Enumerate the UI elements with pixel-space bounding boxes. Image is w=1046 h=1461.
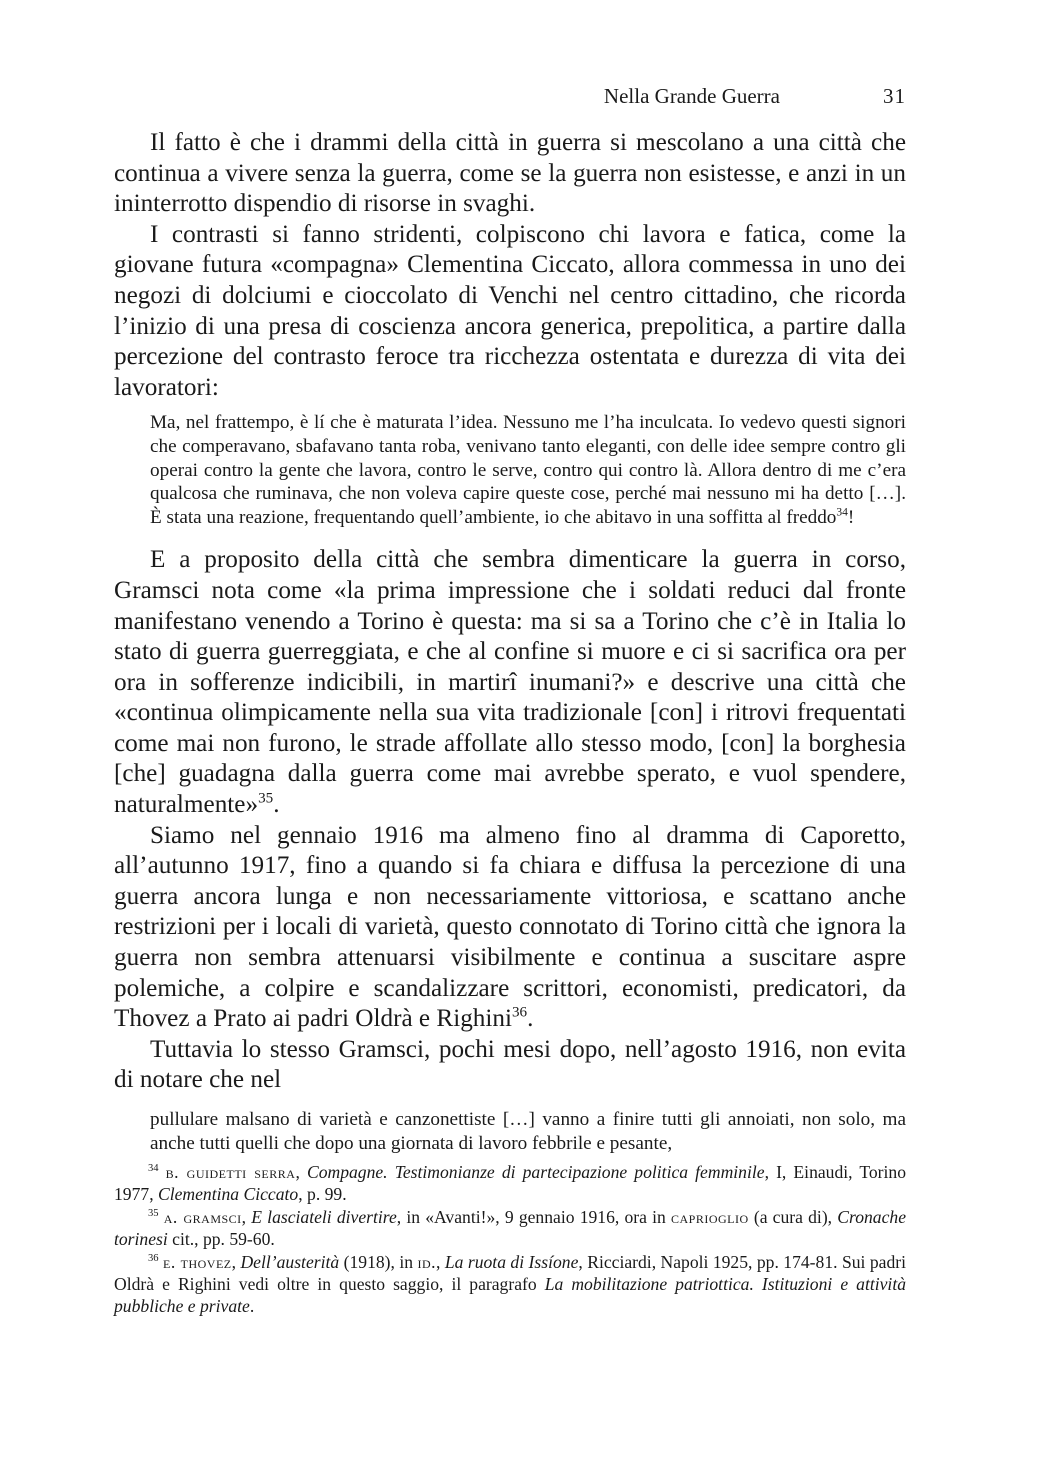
footnote-number: 36 bbox=[148, 1253, 159, 1265]
footnote-author: b. guidetti serra bbox=[165, 1162, 296, 1182]
paragraph-2: I contrasti si fanno stridenti, colpiscono chi lavora e fatica, come la giovane futura «compagna» Clementina Ciccato, allora commessa in uno dei negozi di dolciumi e cioccolato di Venchi nel centro cittadino, che ricorda l’inizio di una presa di coscienza ancora generica, prepolitica, a partire dalla percezione del contrasto feroce tra ricchezza ostentata e durezza di vita dei lavoratori: bbox=[114, 220, 906, 401]
footnote-text: , bbox=[295, 1162, 307, 1182]
footnotes bbox=[114, 1162, 906, 1319]
footnote-text: , bbox=[231, 1252, 241, 1273]
footnote-author: a. gramsci bbox=[163, 1207, 242, 1228]
footnote-title: La mobilitazione patriottica. Istituzioni e attività pubbliche e private bbox=[114, 1273, 907, 1316]
footnote-text: , bbox=[241, 1207, 252, 1228]
paragraph-3-text: E a proposito della città che sembra dimenticare la guerra in corso, Gramsci nota come «la prima impressione che i soldati reduci dal fronte manifestano venendo a Torino è questa: ma si sa a Torino che c’è in Italia lo stato di guerra guerreggiata, e che al confine si muore e ci si sacrifica ora per ora in sofferenze indicibili, in martirî inumani?» e descrive una città che «continua olimpicamente nella sua vita tradizionale [con] i ritrovi frequentati come mai non furono, le strade affollate allo stesso modo, [con] la borghesia [che] guadagna dalla guerra come mai avrebbe sperato, e vuol spendere, naturalmente» bbox=[114, 546, 906, 819]
running-title: Nella Grande Guerra bbox=[603, 84, 780, 108]
footnote-36 bbox=[114, 1252, 906, 1317]
paragraph-1: Il fatto è che i drammi della città in guerra si mescolano a una città che continua a vivere senza la guerra, come se la guerra non esistesse, e anzi in un ininterrotto dispendio di risorse in svaghi. bbox=[114, 129, 906, 218]
footnote-title: Dell’austerità bbox=[240, 1252, 340, 1273]
paragraph-5: Tuttavia lo stesso Gramsci, pochi mesi dopo, nell’agosto 1916, non evita di notare che nel bbox=[114, 1035, 906, 1094]
footnote-text: , p. 99. bbox=[298, 1183, 347, 1204]
paragraph-3-end: . bbox=[273, 791, 280, 819]
page-number: 31 bbox=[883, 84, 906, 108]
block-quote-end: ! bbox=[847, 506, 855, 528]
running-head bbox=[114, 84, 906, 114]
footnote-title: Cronache torinesi bbox=[114, 1207, 906, 1249]
footnote-34 bbox=[114, 1162, 906, 1205]
footnote-ref-36[interactable]: 36 bbox=[511, 1004, 528, 1021]
paragraph-4-end: . bbox=[527, 1005, 534, 1033]
footnote-text: , in «Avanti!», 9 gennaio 1916, ora in bbox=[396, 1207, 671, 1228]
footnote-35 bbox=[114, 1207, 906, 1250]
footnote-number: 34 bbox=[148, 1163, 159, 1175]
footnote-text: , bbox=[436, 1252, 445, 1273]
block-quote-ciccato bbox=[150, 411, 906, 529]
footnote-text: , I, Einaudi, Torino 1977, bbox=[114, 1162, 907, 1204]
footnote-ref-35[interactable]: 35 bbox=[258, 790, 274, 807]
footnote-title: E lasciateli divertire bbox=[251, 1207, 397, 1228]
block-quote-text: Ma, nel frattempo, è lí che è maturata l’idea. Nessuno me l’ha inculcata. Io vedevo questi signori che comperavano, sbafavano tanta roba, venivano tanto eleganti, con delle idee sempre contro gli operai contro la gente che lavora, contro le serve, contro qui contro là. Allora dentro di me c’era qualcosa che ruminava, che non voleva capire queste cose, perché mai nessuno mi ha detto […]. È stata una reazione, frequentando quell’ambiente, io che abitavo in una soffitta al freddo bbox=[150, 412, 906, 528]
paragraph-4-text: Siamo nel gennaio 1916 ma almeno fino al dramma di Caporetto, all’autunno 1917, fino a quando si fa chiara e diffusa la percezione di una guerra ancora lunga e non necessariamente vittoriosa, e scattano anche restrizioni per i locali di varietà, questo connotato di Torino città che ignora la guerra non sembra attenuarsi visibilmente e continua a suscitare aspre polemiche, a colpire e scandalizzare scrittori, economisti, predicatori, da Thovez a Prato ai padri Oldrà e Righini bbox=[114, 821, 906, 1033]
footnote-ref-34[interactable]: 34 bbox=[836, 506, 848, 519]
block-quote-gramsci: pullulare malsano di varietà e canzonettiste […] vanno a finire tutti gli annoiati, non solo, ma anche tutti quelli che dopo una giornata di lavoro febbrile e pesante, bbox=[150, 1109, 906, 1154]
footnote-ibid: id. bbox=[417, 1252, 437, 1273]
main-text bbox=[114, 128, 906, 1155]
footnote-title: La ruota di Issíone bbox=[444, 1252, 579, 1273]
paragraph-3 bbox=[114, 545, 906, 820]
footnote-title: Compagne. Testimonianze di partecipazione politica femminile bbox=[306, 1162, 765, 1182]
footnote-title: Clementina Ciccato bbox=[157, 1183, 299, 1204]
paragraph-4 bbox=[114, 821, 906, 1035]
footnote-text: cit., pp. 59-60. bbox=[167, 1228, 275, 1249]
footnote-text: . bbox=[249, 1295, 255, 1316]
footnote-text: (a cura di), bbox=[748, 1207, 838, 1228]
footnote-author: e. thovez bbox=[162, 1252, 232, 1273]
footnote-number: 35 bbox=[148, 1208, 159, 1220]
footnote-editor: caprioglio bbox=[670, 1207, 749, 1228]
footnote-text: , Ricciardi, Napoli 1925, pp. 174-81. Sui padri Oldrà e Righini vedi oltre in questo saggio, il paragrafo bbox=[114, 1252, 906, 1294]
footnote-text: (1918), in bbox=[339, 1252, 418, 1273]
